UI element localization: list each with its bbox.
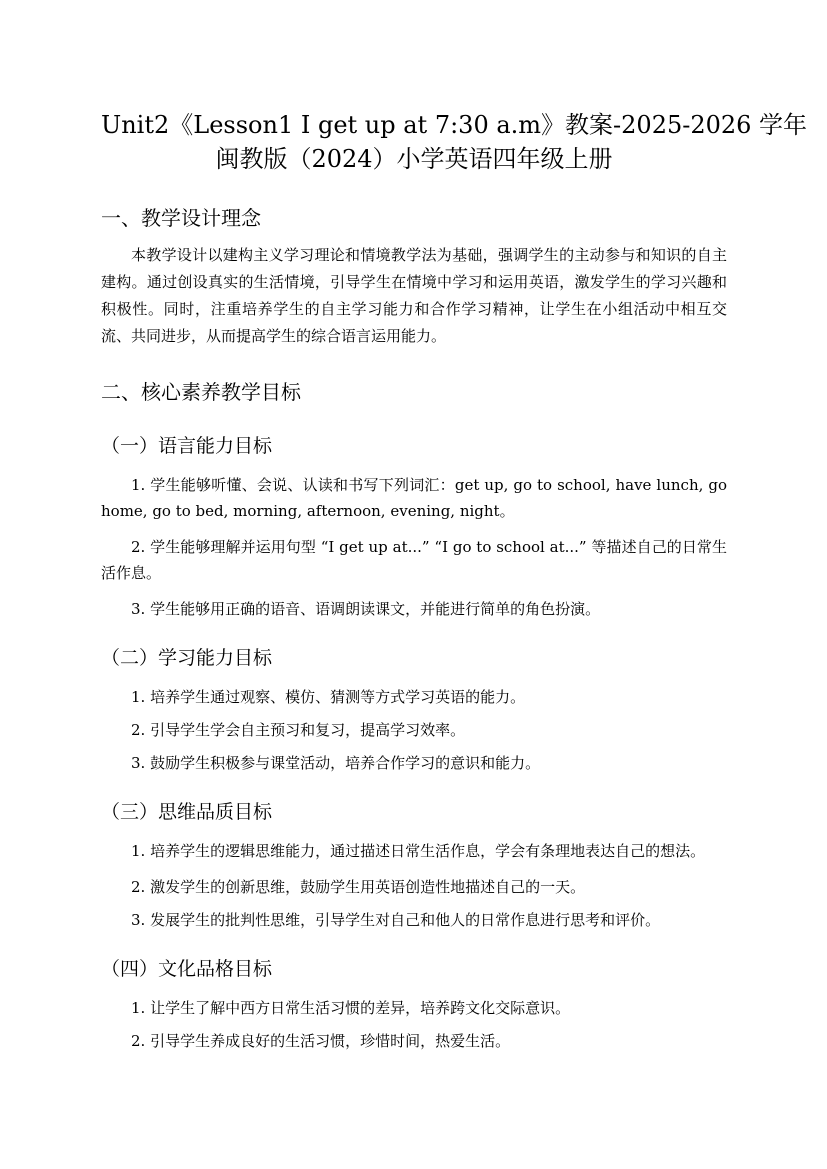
learning-goal-item-3: 3. 鼓励学生积极参与课堂活动，培养合作学习的意识和能力。 <box>131 754 541 772</box>
thinking-goal-item-2: 2. 激发学生的创新思维，鼓励学生用英语创造性地描述自己的一天。 <box>131 878 586 896</box>
section-heading-core-goals: 二、核心素养教学目标 <box>101 380 301 404</box>
subheading-learning-ability: （二）学习能力目标 <box>101 647 273 669</box>
subheading-language-ability: （一）语言能力目标 <box>101 435 273 457</box>
design-concept-paragraph: 本教学设计以建构主义学习理论和情境教学法为基础，强调学生的主动参与和知识的自主建构。通过创设真实的生活情境，引导学生在情境中学习和运用英语，激发学生的学习兴趣和积极性。同时，注重培养学生的自主学习能力和合作学习精神，让学生在小组活动中相互交流、共同进步，从而提高学生的综合语言运用能力。 <box>101 246 727 345</box>
language-goal-item-3: 3. 学生能够用正确的语音、语调朗读课文，并能进行简单的角色扮演。 <box>131 600 601 618</box>
document-title <box>101 108 808 176</box>
language-goal-item-1: 1. 学生能够听懂、会说、认读和书写下列词汇：get up, go to school, have lunch, go home, go to bed, morning, afternoon, evening, night。 <box>101 476 727 520</box>
subheading-cultural-character: （四）文化品格目标 <box>101 958 273 980</box>
title-line-2: 闽教版（2024）小学英语四年级上册 <box>215 145 613 173</box>
learning-goal-item-2: 2. 引导学生学会自主预习和复习，提高学习效率。 <box>131 721 466 739</box>
culture-goal-item-2: 2. 引导学生养成良好的生活习惯，珍惜时间，热爱生活。 <box>131 1032 511 1050</box>
thinking-goal-item-3: 3. 发展学生的批判性思维，引导学生对自己和他人的日常作息进行思考和评价。 <box>131 911 661 929</box>
subheading-thinking-quality: （三）思维品质目标 <box>101 801 273 823</box>
language-goal-item-2: 2. 学生能够理解并运用句型 “I get up at...” “I go to school at...” 等描述自己的日常生活作息。 <box>101 538 727 582</box>
title-line-1: Unit2《Lesson1 I get up at 7:30 a.m》教案-2025-2026 学年 <box>101 111 808 139</box>
thinking-goal-item-1: 1. 培养学生的逻辑思维能力，通过描述日常生活作息，学会有条理地表达自己的想法。 <box>131 842 706 860</box>
section-heading-design-concept: 一、教学设计理念 <box>101 206 261 230</box>
culture-goal-item-1: 1. 让学生了解中西方日常生活习惯的差异，培养跨文化交际意识。 <box>131 999 571 1017</box>
learning-goal-item-1: 1. 培养学生通过观察、模仿、猜测等方式学习英语的能力。 <box>131 688 526 706</box>
